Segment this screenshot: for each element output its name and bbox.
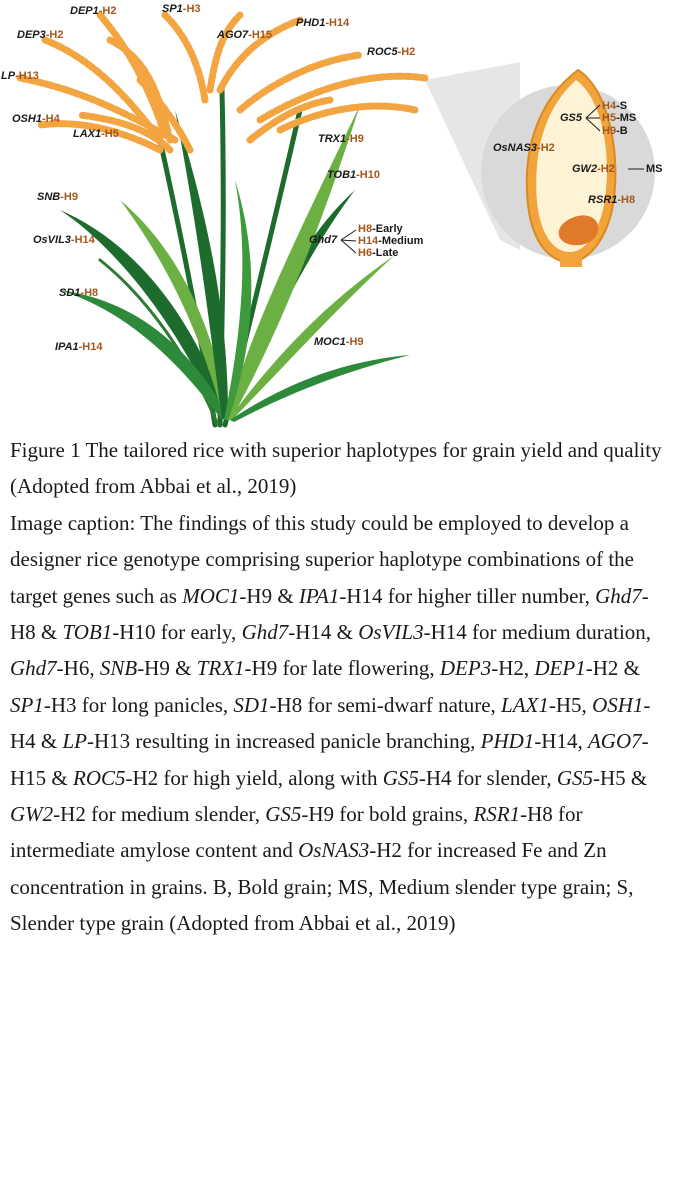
caption-gene-name: SNB bbox=[99, 656, 138, 681]
caption-gene-name: LAX1 bbox=[501, 692, 549, 717]
rice-figure bbox=[0, 0, 674, 430]
label-dep3: DEP3-H2 bbox=[17, 29, 64, 41]
caption-gene-name: DEP1 bbox=[534, 656, 586, 681]
label-osnas3: OsNAS3-H2 bbox=[493, 142, 555, 154]
caption-gene-name: GS5 bbox=[265, 802, 302, 827]
caption-text: -H5 & bbox=[593, 765, 648, 790]
caption-gene-name: ROC5 bbox=[73, 765, 126, 790]
caption-text: -H8 for semi-dwarf nature, bbox=[269, 692, 502, 717]
caption-gene-name: GS5 bbox=[382, 765, 419, 790]
label-moc1: MOC1-H9 bbox=[314, 336, 364, 348]
label-ipa1: IPA1-H14 bbox=[55, 341, 103, 353]
label-osvil3: OsVIL3-H14 bbox=[33, 234, 95, 246]
caption-text: -H9 & bbox=[137, 656, 197, 681]
label-ghd7-early: H8-Early bbox=[358, 223, 403, 235]
caption-gene-name: GW2 bbox=[10, 802, 54, 827]
figure-caption bbox=[10, 432, 670, 942]
caption-text: -H4 for slender, bbox=[418, 765, 557, 790]
label-lp: LP-H13 bbox=[1, 70, 39, 82]
caption-text: -H8 & bbox=[10, 583, 649, 645]
label-gs5-b: H9-B bbox=[602, 125, 628, 137]
caption-text: Image caption: The findings of this study could be employed to develop a designer rice genotype comprising superior haplotype combinations of the target genes such as bbox=[10, 510, 635, 608]
caption-text: -H2, bbox=[491, 656, 535, 681]
caption-gene-name: SP1 bbox=[10, 692, 44, 717]
caption-body bbox=[10, 505, 670, 942]
label-trx1: TRX1-H9 bbox=[318, 133, 364, 145]
caption-text: -H14 for medium duration, bbox=[423, 620, 652, 645]
caption-text: -H4 & bbox=[10, 692, 651, 754]
caption-text: -H10 for early, bbox=[112, 620, 242, 645]
caption-gene-name: OsNAS3 bbox=[298, 838, 370, 863]
caption-text: -H14 & bbox=[288, 620, 359, 645]
caption-gene-name: Ghd7 bbox=[10, 656, 57, 681]
label-gw2: GW2-H2 bbox=[572, 163, 615, 175]
caption-text: -H2 for increased Fe and Zn concentration in grains. B, Bold grain; MS, Medium slender type grain; S, Slender type grain (Adopted from Abbai et al., 2019) bbox=[10, 838, 634, 936]
caption-text: -H2 for high yield, along with bbox=[125, 765, 383, 790]
caption-text: -H15 & bbox=[10, 729, 649, 790]
caption-text: -H9 & bbox=[239, 583, 299, 608]
caption-text: -H5, bbox=[548, 692, 593, 717]
label-gs5-s: H4-S bbox=[602, 100, 628, 112]
label-snb: SNB-H9 bbox=[37, 191, 78, 203]
label-ghd7-late: H6-Late bbox=[358, 247, 399, 259]
caption-gene-name: LP bbox=[62, 729, 88, 754]
label-ghd7: Ghd7 bbox=[309, 234, 338, 246]
caption-text: -H14 for higher tiller number, bbox=[339, 583, 596, 608]
rice-leaves bbox=[60, 105, 410, 422]
caption-gene-name: IPA1 bbox=[298, 583, 340, 608]
figure-title: Figure 1 The tailored rice with superior haplotypes for grain yield and quality (Adopted from Abbai et al., 2019) bbox=[10, 438, 662, 499]
caption-text: -H14, bbox=[534, 729, 588, 754]
caption-text: -H2 for medium slender, bbox=[53, 802, 266, 827]
caption-gene-name: Ghd7 bbox=[595, 583, 642, 608]
caption-text: -H8 for intermediate amylose content and bbox=[10, 802, 583, 863]
label-rsr1: RSR1-H8 bbox=[588, 194, 636, 206]
caption-text: -H13 resulting in increased panicle branching, bbox=[87, 729, 481, 754]
caption-gene-name: TRX1 bbox=[196, 656, 245, 681]
caption-gene-name: RSR1 bbox=[473, 802, 521, 827]
rice-plant-illustration bbox=[0, 0, 674, 430]
caption-gene-name: SD1 bbox=[233, 692, 270, 717]
label-osh1: OSH1-H4 bbox=[12, 113, 60, 125]
caption-text: -H3 for long panicles, bbox=[43, 692, 234, 717]
caption-text: -H2 & bbox=[585, 656, 640, 681]
caption-gene-name: DEP3 bbox=[439, 656, 492, 681]
label-dep1: DEP1-H2 bbox=[70, 5, 117, 17]
caption-text: -H6, bbox=[56, 656, 100, 681]
caption-gene-name: GS5 bbox=[556, 765, 594, 790]
label-ghd7-medium: H14-Medium bbox=[358, 235, 424, 247]
label-lax1: LAX1-H5 bbox=[73, 128, 119, 140]
caption-gene-name: Ghd7 bbox=[241, 620, 289, 645]
caption-text: -H9 for late flowering, bbox=[244, 656, 440, 681]
grain-base bbox=[560, 255, 582, 267]
label-tob1: TOB1-H10 bbox=[327, 169, 380, 181]
label-gs5-ms: H5-MS bbox=[602, 112, 637, 124]
label-sp1: SP1-H3 bbox=[162, 3, 201, 15]
label-sd1: SD1-H8 bbox=[59, 287, 99, 299]
caption-gene-name: OSH1 bbox=[592, 692, 644, 717]
label-gs5: GS5 bbox=[560, 112, 583, 124]
caption-text: -H9 for bold grains, bbox=[301, 802, 474, 827]
label-ago7: AGO7-H15 bbox=[217, 29, 273, 41]
caption-gene-name: AGO7 bbox=[587, 729, 642, 754]
caption-gene-name: MOC1 bbox=[182, 583, 240, 608]
caption-gene-name: TOB1 bbox=[62, 620, 113, 645]
label-roc5: ROC5-H2 bbox=[367, 46, 416, 58]
caption-gene-name: OsVIL3 bbox=[358, 620, 424, 645]
label-phd1: PHD1-H14 bbox=[296, 17, 350, 29]
ghd7-arrows bbox=[341, 230, 356, 253]
caption-gene-name: PHD1 bbox=[480, 729, 535, 754]
label-gw2-ms: MS bbox=[646, 163, 663, 175]
